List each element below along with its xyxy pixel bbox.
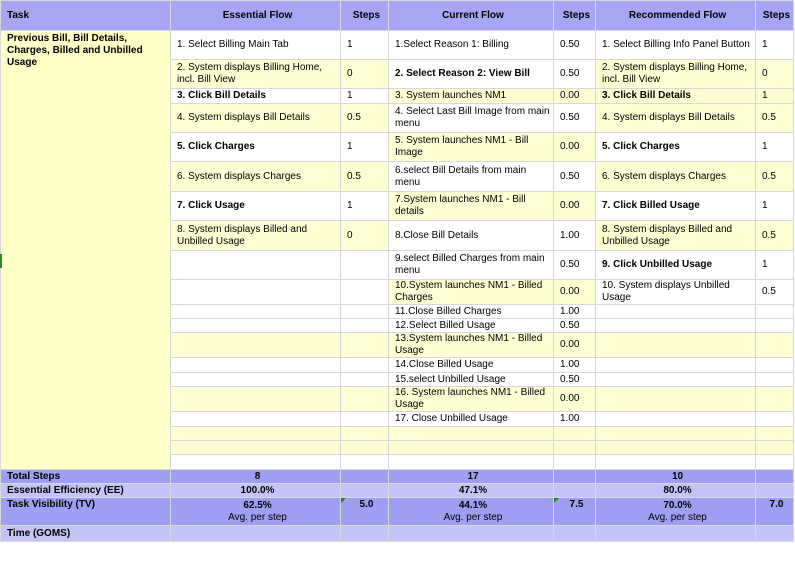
current-step[interactable]: 10.System launches NM1 - Billed Charges xyxy=(389,280,554,305)
recommended-step[interactable]: 1. Select Billing Info Panel Button xyxy=(596,31,756,60)
task-name[interactable]: Previous Bill, Bill Details, Charges, Billed and Unbilled Usage xyxy=(1,31,171,470)
essential-steps-value[interactable] xyxy=(341,280,389,305)
tv-label[interactable]: Task Visibility (TV) xyxy=(1,498,171,526)
recommended-step[interactable]: 7. Click Billed Usage xyxy=(596,192,756,221)
ee-recommended[interactable]: 80.0% xyxy=(596,484,756,498)
tv-essential-avg[interactable]: 5.0 xyxy=(341,498,389,526)
essential-step[interactable]: 2. System displays Billing Home, incl. Bill View xyxy=(171,60,341,89)
ee-current[interactable]: 47.1% xyxy=(389,484,554,498)
current-steps-value[interactable]: 0.50 xyxy=(554,31,596,60)
essential-step[interactable]: 8. System displays Billed and Unbilled Usage xyxy=(171,221,341,251)
recommended-steps-value[interactable] xyxy=(756,358,794,373)
recommended-step[interactable] xyxy=(596,358,756,373)
current-steps-value[interactable]: 0.00 xyxy=(554,89,596,104)
recommended-steps-value[interactable]: 1 xyxy=(756,133,794,162)
essential-steps-value[interactable] xyxy=(341,412,389,427)
header-steps-current[interactable]: Steps xyxy=(554,1,596,31)
table-row xyxy=(1,31,794,60)
time-goms-row xyxy=(1,526,794,542)
ee-empty-1[interactable] xyxy=(341,484,389,498)
recommended-steps-value[interactable] xyxy=(756,319,794,333)
tv-current-avg[interactable]: 7.5 xyxy=(554,498,596,526)
essential-steps-value[interactable]: 0 xyxy=(341,60,389,89)
tv-essential: 62.5% xyxy=(243,499,272,511)
essential-step[interactable] xyxy=(171,427,341,441)
essential-step[interactable] xyxy=(171,387,341,412)
current-step[interactable]: 2. Select Reason 2: View Bill xyxy=(389,60,554,89)
tv-current-cell[interactable] xyxy=(389,498,554,526)
row-marker xyxy=(0,254,2,268)
essential-steps-value[interactable] xyxy=(341,387,389,412)
current-steps-value[interactable]: 0.50 xyxy=(554,104,596,133)
recommended-step[interactable]: 2. System displays Billing Home, incl. Bill View xyxy=(596,60,756,89)
essential-step[interactable] xyxy=(171,455,341,470)
tv-essential-cell[interactable] xyxy=(171,498,341,526)
current-steps-value[interactable]: 0.00 xyxy=(554,387,596,412)
essential-steps-value[interactable]: 1 xyxy=(341,133,389,162)
header-current-flow[interactable]: Current Flow xyxy=(389,1,554,31)
essential-step[interactable]: 6. System displays Charges xyxy=(171,162,341,192)
current-steps-value[interactable]: 0.50 xyxy=(554,373,596,387)
tv-recommended-cell[interactable] xyxy=(596,498,756,526)
essential-steps-value[interactable]: 0 xyxy=(341,221,389,251)
recommended-step[interactable] xyxy=(596,427,756,441)
essential-step[interactable] xyxy=(171,412,341,427)
header-steps-essential[interactable]: Steps xyxy=(341,1,389,31)
essential-step[interactable]: 7. Click Usage xyxy=(171,192,341,221)
essential-step[interactable]: 3. Click Bill Details xyxy=(171,89,341,104)
time-empty-2[interactable] xyxy=(341,526,389,542)
recommended-step[interactable]: 8. System displays Billed and Unbilled Usage xyxy=(596,221,756,251)
tv-current: 44.1% xyxy=(458,499,488,511)
essential-step[interactable] xyxy=(171,319,341,333)
essential-efficiency-row xyxy=(1,484,794,498)
ee-empty-2[interactable] xyxy=(554,484,596,498)
recommended-steps-value[interactable]: 1 xyxy=(756,251,794,280)
header-row xyxy=(1,1,794,31)
recommended-steps-value[interactable]: 1 xyxy=(756,89,794,104)
header-steps-recommended[interactable]: Steps xyxy=(756,1,794,31)
current-steps-value[interactable]: 1.00 xyxy=(554,305,596,319)
header-recommended-flow[interactable]: Recommended Flow xyxy=(596,1,756,31)
current-step[interactable] xyxy=(389,441,554,455)
time-empty-3[interactable] xyxy=(389,526,554,542)
tv-recommended-avg-label: Avg. per step xyxy=(648,511,707,523)
current-step[interactable]: 9.select Billed Charges from main menu xyxy=(389,251,554,280)
essential-step[interactable] xyxy=(171,305,341,319)
essential-steps-value[interactable] xyxy=(341,373,389,387)
essential-steps-value[interactable] xyxy=(341,333,389,358)
essential-steps-value[interactable] xyxy=(341,441,389,455)
recommended-step[interactable] xyxy=(596,305,756,319)
current-step[interactable]: 7.System launches NM1 - Bill details xyxy=(389,192,554,221)
total-empty-1[interactable] xyxy=(341,470,389,484)
recommended-step[interactable] xyxy=(596,319,756,333)
essential-steps-value[interactable]: 1 xyxy=(341,192,389,221)
time-empty-6[interactable] xyxy=(756,526,794,542)
current-step[interactable]: 14.Close Billed Usage xyxy=(389,358,554,373)
recommended-steps-value[interactable]: 0.5 xyxy=(756,162,794,192)
current-step[interactable]: 4. Select Last Bill Image from main menu xyxy=(389,104,554,133)
essential-steps-value[interactable]: 1 xyxy=(341,31,389,60)
essential-step[interactable] xyxy=(171,441,341,455)
current-step[interactable]: 3. System launches NM1 xyxy=(389,89,554,104)
task-visibility-row xyxy=(1,498,794,526)
recommended-steps-value[interactable] xyxy=(756,455,794,470)
recommended-steps-value[interactable] xyxy=(756,427,794,441)
recommended-steps-value[interactable]: 0.5 xyxy=(756,280,794,305)
recommended-step[interactable]: 4. System displays Bill Details xyxy=(596,104,756,133)
ee-essential[interactable]: 100.0% xyxy=(171,484,341,498)
current-step[interactable]: 13.System launches NM1 - Billed Usage xyxy=(389,333,554,358)
current-steps-value[interactable]: 0.50 xyxy=(554,251,596,280)
current-step[interactable]: 1.Select Reason 1: Billing xyxy=(389,31,554,60)
recommended-step[interactable] xyxy=(596,455,756,470)
ee-label[interactable]: Essential Efficiency (EE) xyxy=(1,484,171,498)
current-step[interactable]: 15.select Unbilled Usage xyxy=(389,373,554,387)
recommended-steps-value[interactable] xyxy=(756,305,794,319)
recommended-step[interactable]: 3. Click Bill Details xyxy=(596,89,756,104)
recommended-step[interactable]: 5. Click Charges xyxy=(596,133,756,162)
recommended-steps-value[interactable]: 0 xyxy=(756,60,794,89)
current-step[interactable]: 6.select Bill Details from main menu xyxy=(389,162,554,192)
total-empty-2[interactable] xyxy=(554,470,596,484)
essential-steps-value[interactable] xyxy=(341,358,389,373)
essential-steps-value[interactable]: 0.5 xyxy=(341,162,389,192)
ee-empty-3[interactable] xyxy=(756,484,794,498)
time-empty-1[interactable] xyxy=(171,526,341,542)
essential-step[interactable]: 5. Click Charges xyxy=(171,133,341,162)
current-steps-value[interactable]: 0.50 xyxy=(554,60,596,89)
current-steps-value[interactable] xyxy=(554,441,596,455)
current-steps-value[interactable]: 0.00 xyxy=(554,133,596,162)
essential-steps-value[interactable] xyxy=(341,319,389,333)
essential-steps-value[interactable]: 0.5 xyxy=(341,104,389,133)
recommended-steps-value[interactable] xyxy=(756,441,794,455)
header-essential-flow[interactable]: Essential Flow xyxy=(171,1,341,31)
recommended-steps-value[interactable]: 0.5 xyxy=(756,221,794,251)
current-step[interactable]: 17. Close Unbilled Usage xyxy=(389,412,554,427)
essential-step[interactable] xyxy=(171,251,341,280)
recommended-steps-value[interactable] xyxy=(756,412,794,427)
recommended-steps-value[interactable]: 1 xyxy=(756,192,794,221)
total-recommended[interactable]: 10 xyxy=(596,470,756,484)
current-steps-value[interactable] xyxy=(554,427,596,441)
recommended-steps-value[interactable]: 0.5 xyxy=(756,104,794,133)
recommended-step[interactable]: 9. Click Unbilled Usage xyxy=(596,251,756,280)
header-task[interactable]: Task xyxy=(1,1,171,31)
current-steps-value[interactable]: 0.50 xyxy=(554,162,596,192)
current-steps-value[interactable]: 0.00 xyxy=(554,280,596,305)
recommended-step[interactable] xyxy=(596,373,756,387)
time-empty-4[interactable] xyxy=(554,526,596,542)
total-empty-3[interactable] xyxy=(756,470,794,484)
recommended-steps-value[interactable] xyxy=(756,333,794,358)
recommended-step[interactable]: 10. System displays Unbilled Usage xyxy=(596,280,756,305)
current-steps-value[interactable]: 0.50 xyxy=(554,319,596,333)
recommended-steps-value[interactable] xyxy=(756,373,794,387)
essential-steps-value[interactable] xyxy=(341,427,389,441)
current-step[interactable]: 16. System launches NM1 - Billed Usage xyxy=(389,387,554,412)
total-current[interactable]: 17 xyxy=(389,470,554,484)
total-essential[interactable]: 8 xyxy=(171,470,341,484)
current-steps-value[interactable]: 0.00 xyxy=(554,333,596,358)
recommended-steps-value[interactable] xyxy=(756,387,794,412)
current-steps-value[interactable] xyxy=(554,455,596,470)
essential-step[interactable] xyxy=(171,280,341,305)
essential-steps-value[interactable] xyxy=(341,455,389,470)
essential-step[interactable]: 4. System displays Bill Details xyxy=(171,104,341,133)
current-steps-value[interactable]: 0.00 xyxy=(554,192,596,221)
essential-step[interactable] xyxy=(171,333,341,358)
current-step[interactable] xyxy=(389,455,554,470)
current-step[interactable]: 5. System launches NM1 - Bill Image xyxy=(389,133,554,162)
recommended-steps-value[interactable]: 1 xyxy=(756,31,794,60)
essential-step[interactable] xyxy=(171,358,341,373)
current-step[interactable]: 12.Select Billed Usage xyxy=(389,319,554,333)
tv-essential-avg-label: Avg. per step xyxy=(228,511,287,523)
essential-steps-value[interactable] xyxy=(341,251,389,280)
essential-steps-value[interactable] xyxy=(341,305,389,319)
time-label[interactable]: Time (GOMS) xyxy=(1,526,171,542)
total-steps-row xyxy=(1,470,794,484)
recommended-step[interactable] xyxy=(596,441,756,455)
recommended-step[interactable] xyxy=(596,333,756,358)
recommended-step[interactable]: 6. System displays Charges xyxy=(596,162,756,192)
current-steps-value[interactable]: 1.00 xyxy=(554,358,596,373)
essential-steps-value[interactable]: 1 xyxy=(341,89,389,104)
time-empty-5[interactable] xyxy=(596,526,756,542)
recommended-step[interactable] xyxy=(596,412,756,427)
recommended-step[interactable] xyxy=(596,387,756,412)
tv-recommended: 70.0% xyxy=(663,499,692,511)
tv-recommended-avg[interactable]: 7.0 xyxy=(756,498,794,526)
current-steps-value[interactable]: 1.00 xyxy=(554,221,596,251)
current-step[interactable]: 11.Close Billed Charges xyxy=(389,305,554,319)
total-steps-label[interactable]: Total Steps xyxy=(1,470,171,484)
current-steps-value[interactable]: 1.00 xyxy=(554,412,596,427)
current-step[interactable] xyxy=(389,427,554,441)
current-step[interactable]: 8.Close Bill Details xyxy=(389,221,554,251)
essential-step[interactable] xyxy=(171,373,341,387)
essential-step[interactable]: 1. Select Billing Main Tab xyxy=(171,31,341,60)
tv-current-avg-label: Avg. per step xyxy=(443,511,503,523)
